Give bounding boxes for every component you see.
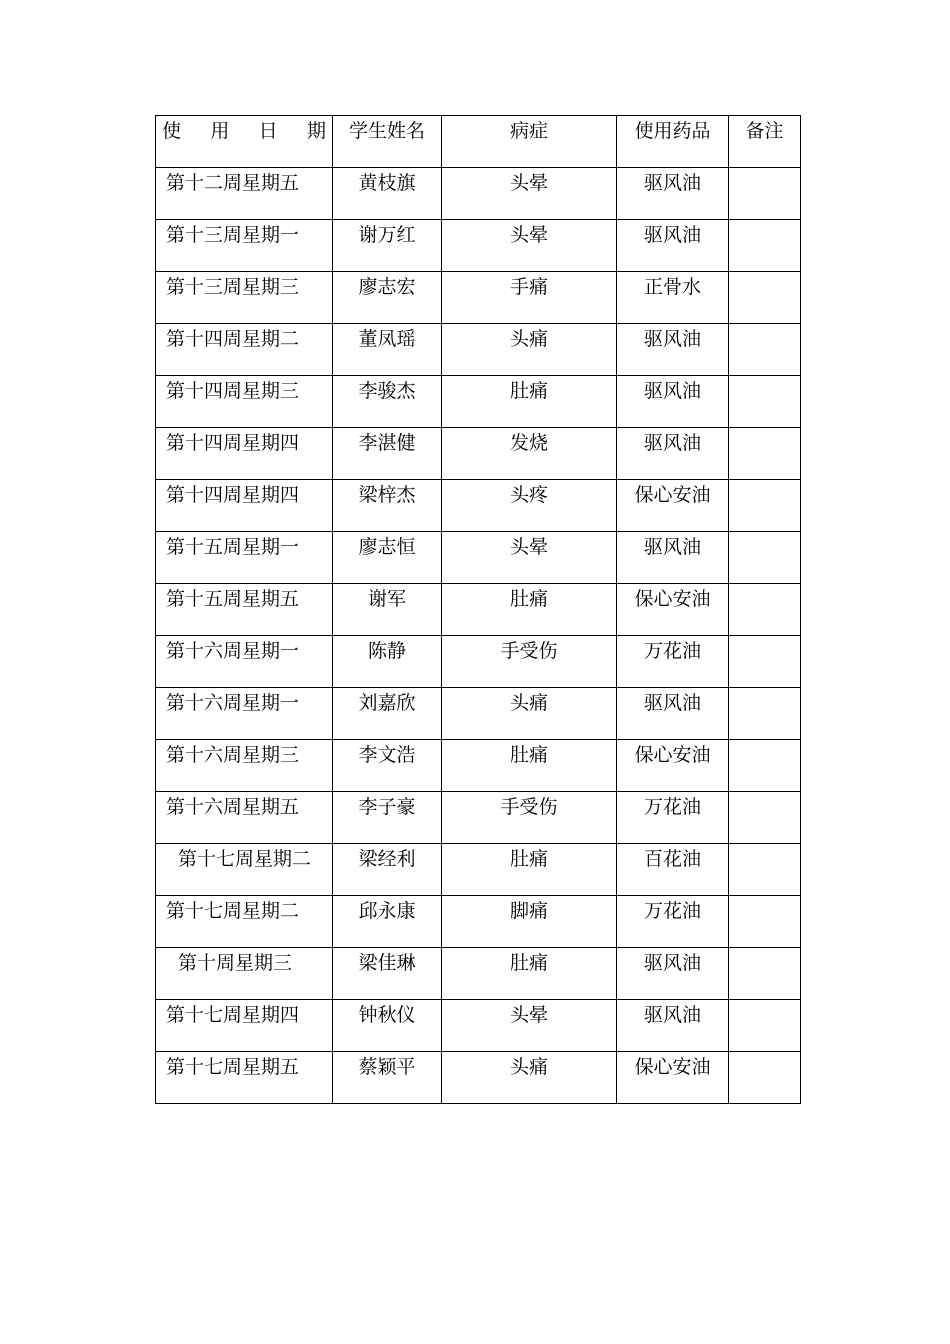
table-row xyxy=(156,1052,801,1104)
date-cell: 第十七周星期五 xyxy=(156,1052,333,1104)
remark-cell xyxy=(729,272,801,324)
remark-cell xyxy=(729,844,801,896)
symptom-cell: 头晕 xyxy=(442,532,617,584)
medicine-cell: 万花油 xyxy=(617,792,729,844)
symptom-cell: 手受伤 xyxy=(442,636,617,688)
header-date-label: 使 用 日 期 xyxy=(162,120,326,142)
table-header-row xyxy=(156,116,801,168)
table-row xyxy=(156,1000,801,1052)
date-cell: 第十二周星期五 xyxy=(156,168,333,220)
symptom-cell: 手痛 xyxy=(442,272,617,324)
table-row xyxy=(156,220,801,272)
header-remark xyxy=(729,116,801,168)
table-row xyxy=(156,740,801,792)
date-cell: 第十三周星期三 xyxy=(156,272,333,324)
remark-cell xyxy=(729,168,801,220)
symptom-cell: 头疼 xyxy=(442,480,617,532)
medicine-cell: 万花油 xyxy=(617,636,729,688)
table-row xyxy=(156,324,801,376)
student-name-cell: 梁经利 xyxy=(333,844,442,896)
student-name-cell: 谢军 xyxy=(333,584,442,636)
remark-cell xyxy=(729,1052,801,1104)
table-row xyxy=(156,168,801,220)
medicine-cell: 驱风油 xyxy=(617,1000,729,1052)
date-cell: 第十五周星期一 xyxy=(156,532,333,584)
remark-cell xyxy=(729,480,801,532)
student-name-cell: 谢万红 xyxy=(333,220,442,272)
medicine-usage-table xyxy=(155,115,801,1104)
symptom-cell: 肚痛 xyxy=(442,844,617,896)
student-name-cell: 廖志恒 xyxy=(333,532,442,584)
date-cell: 第十六周星期三 xyxy=(156,740,333,792)
remark-cell xyxy=(729,584,801,636)
remark-cell xyxy=(729,636,801,688)
remark-cell xyxy=(729,220,801,272)
student-name-cell: 梁佳琳 xyxy=(333,948,442,1000)
symptom-cell: 肚痛 xyxy=(442,584,617,636)
student-name-cell: 陈静 xyxy=(333,636,442,688)
remark-cell xyxy=(729,896,801,948)
medicine-cell: 驱风油 xyxy=(617,220,729,272)
medicine-cell: 驱风油 xyxy=(617,532,729,584)
student-name-cell: 梁梓杰 xyxy=(333,480,442,532)
date-cell: 第十七周星期二 xyxy=(156,896,333,948)
header-date xyxy=(156,116,333,168)
remark-cell xyxy=(729,740,801,792)
header-name xyxy=(333,116,442,168)
medicine-cell: 驱风油 xyxy=(617,324,729,376)
header-medicine xyxy=(617,116,729,168)
remark-cell xyxy=(729,948,801,1000)
header-symptom xyxy=(442,116,617,168)
date-cell: 第十四周星期二 xyxy=(156,324,333,376)
header-name-label: 学生姓名 xyxy=(348,120,425,142)
symptom-cell: 脚痛 xyxy=(442,896,617,948)
table-row xyxy=(156,844,801,896)
table-row xyxy=(156,532,801,584)
medicine-cell: 保心安油 xyxy=(617,740,729,792)
date-cell: 第十四周星期四 xyxy=(156,480,333,532)
date-cell: 第十六周星期一 xyxy=(156,636,333,688)
student-name-cell: 刘嘉欣 xyxy=(333,688,442,740)
date-cell: 第十七周星期四 xyxy=(156,1000,333,1052)
table-row xyxy=(156,584,801,636)
symptom-cell: 头晕 xyxy=(442,220,617,272)
symptom-cell: 头痛 xyxy=(442,324,617,376)
medicine-cell: 万花油 xyxy=(617,896,729,948)
remark-cell xyxy=(729,1000,801,1052)
date-cell: 第十六周星期五 xyxy=(156,792,333,844)
remark-cell xyxy=(729,532,801,584)
remark-cell xyxy=(729,428,801,480)
medicine-cell: 驱风油 xyxy=(617,948,729,1000)
student-name-cell: 邱永康 xyxy=(333,896,442,948)
remark-cell xyxy=(729,688,801,740)
header-medicine-label: 使用药品 xyxy=(634,120,711,142)
table-row xyxy=(156,896,801,948)
medicine-cell: 保心安油 xyxy=(617,1052,729,1104)
symptom-cell: 肚痛 xyxy=(442,740,617,792)
medicine-cell: 保心安油 xyxy=(617,480,729,532)
table-row xyxy=(156,792,801,844)
medicine-cell: 驱风油 xyxy=(617,688,729,740)
symptom-cell: 头晕 xyxy=(442,1000,617,1052)
medicine-cell: 驱风油 xyxy=(617,168,729,220)
table-row xyxy=(156,636,801,688)
date-cell: 第十五周星期五 xyxy=(156,584,333,636)
student-name-cell: 董凤瑶 xyxy=(333,324,442,376)
student-name-cell: 廖志宏 xyxy=(333,272,442,324)
table-row xyxy=(156,428,801,480)
table-row xyxy=(156,376,801,428)
medicine-cell: 保心安油 xyxy=(617,584,729,636)
symptom-cell: 头晕 xyxy=(442,168,617,220)
table-row xyxy=(156,688,801,740)
remark-cell xyxy=(729,792,801,844)
table-row xyxy=(156,948,801,1000)
remark-cell xyxy=(729,376,801,428)
symptom-cell: 头痛 xyxy=(442,688,617,740)
student-name-cell: 黄枝旗 xyxy=(333,168,442,220)
student-name-cell: 李湛健 xyxy=(333,428,442,480)
symptom-cell: 手受伤 xyxy=(442,792,617,844)
student-name-cell: 钟秋仪 xyxy=(333,1000,442,1052)
date-cell: 第十七周星期二 xyxy=(156,844,333,896)
date-cell: 第十四周星期四 xyxy=(156,428,333,480)
date-cell: 第十四周星期三 xyxy=(156,376,333,428)
student-name-cell: 李骏杰 xyxy=(333,376,442,428)
student-name-cell: 李子豪 xyxy=(333,792,442,844)
student-name-cell: 蔡颖平 xyxy=(333,1052,442,1104)
header-remark-label: 备注 xyxy=(745,120,784,142)
table-row xyxy=(156,272,801,324)
student-name-cell: 李文浩 xyxy=(333,740,442,792)
symptom-cell: 发烧 xyxy=(442,428,617,480)
medicine-cell: 驱风油 xyxy=(617,376,729,428)
medicine-cell: 正骨水 xyxy=(617,272,729,324)
symptom-cell: 头痛 xyxy=(442,1052,617,1104)
table-row xyxy=(156,480,801,532)
date-cell: 第十周星期三 xyxy=(156,948,333,1000)
symptom-cell: 肚痛 xyxy=(442,376,617,428)
remark-cell xyxy=(729,324,801,376)
date-cell: 第十六周星期一 xyxy=(156,688,333,740)
medicine-cell: 百花油 xyxy=(617,844,729,896)
date-cell: 第十三周星期一 xyxy=(156,220,333,272)
symptom-cell: 肚痛 xyxy=(442,948,617,1000)
medicine-cell: 驱风油 xyxy=(617,428,729,480)
header-symptom-label: 病症 xyxy=(509,120,548,142)
